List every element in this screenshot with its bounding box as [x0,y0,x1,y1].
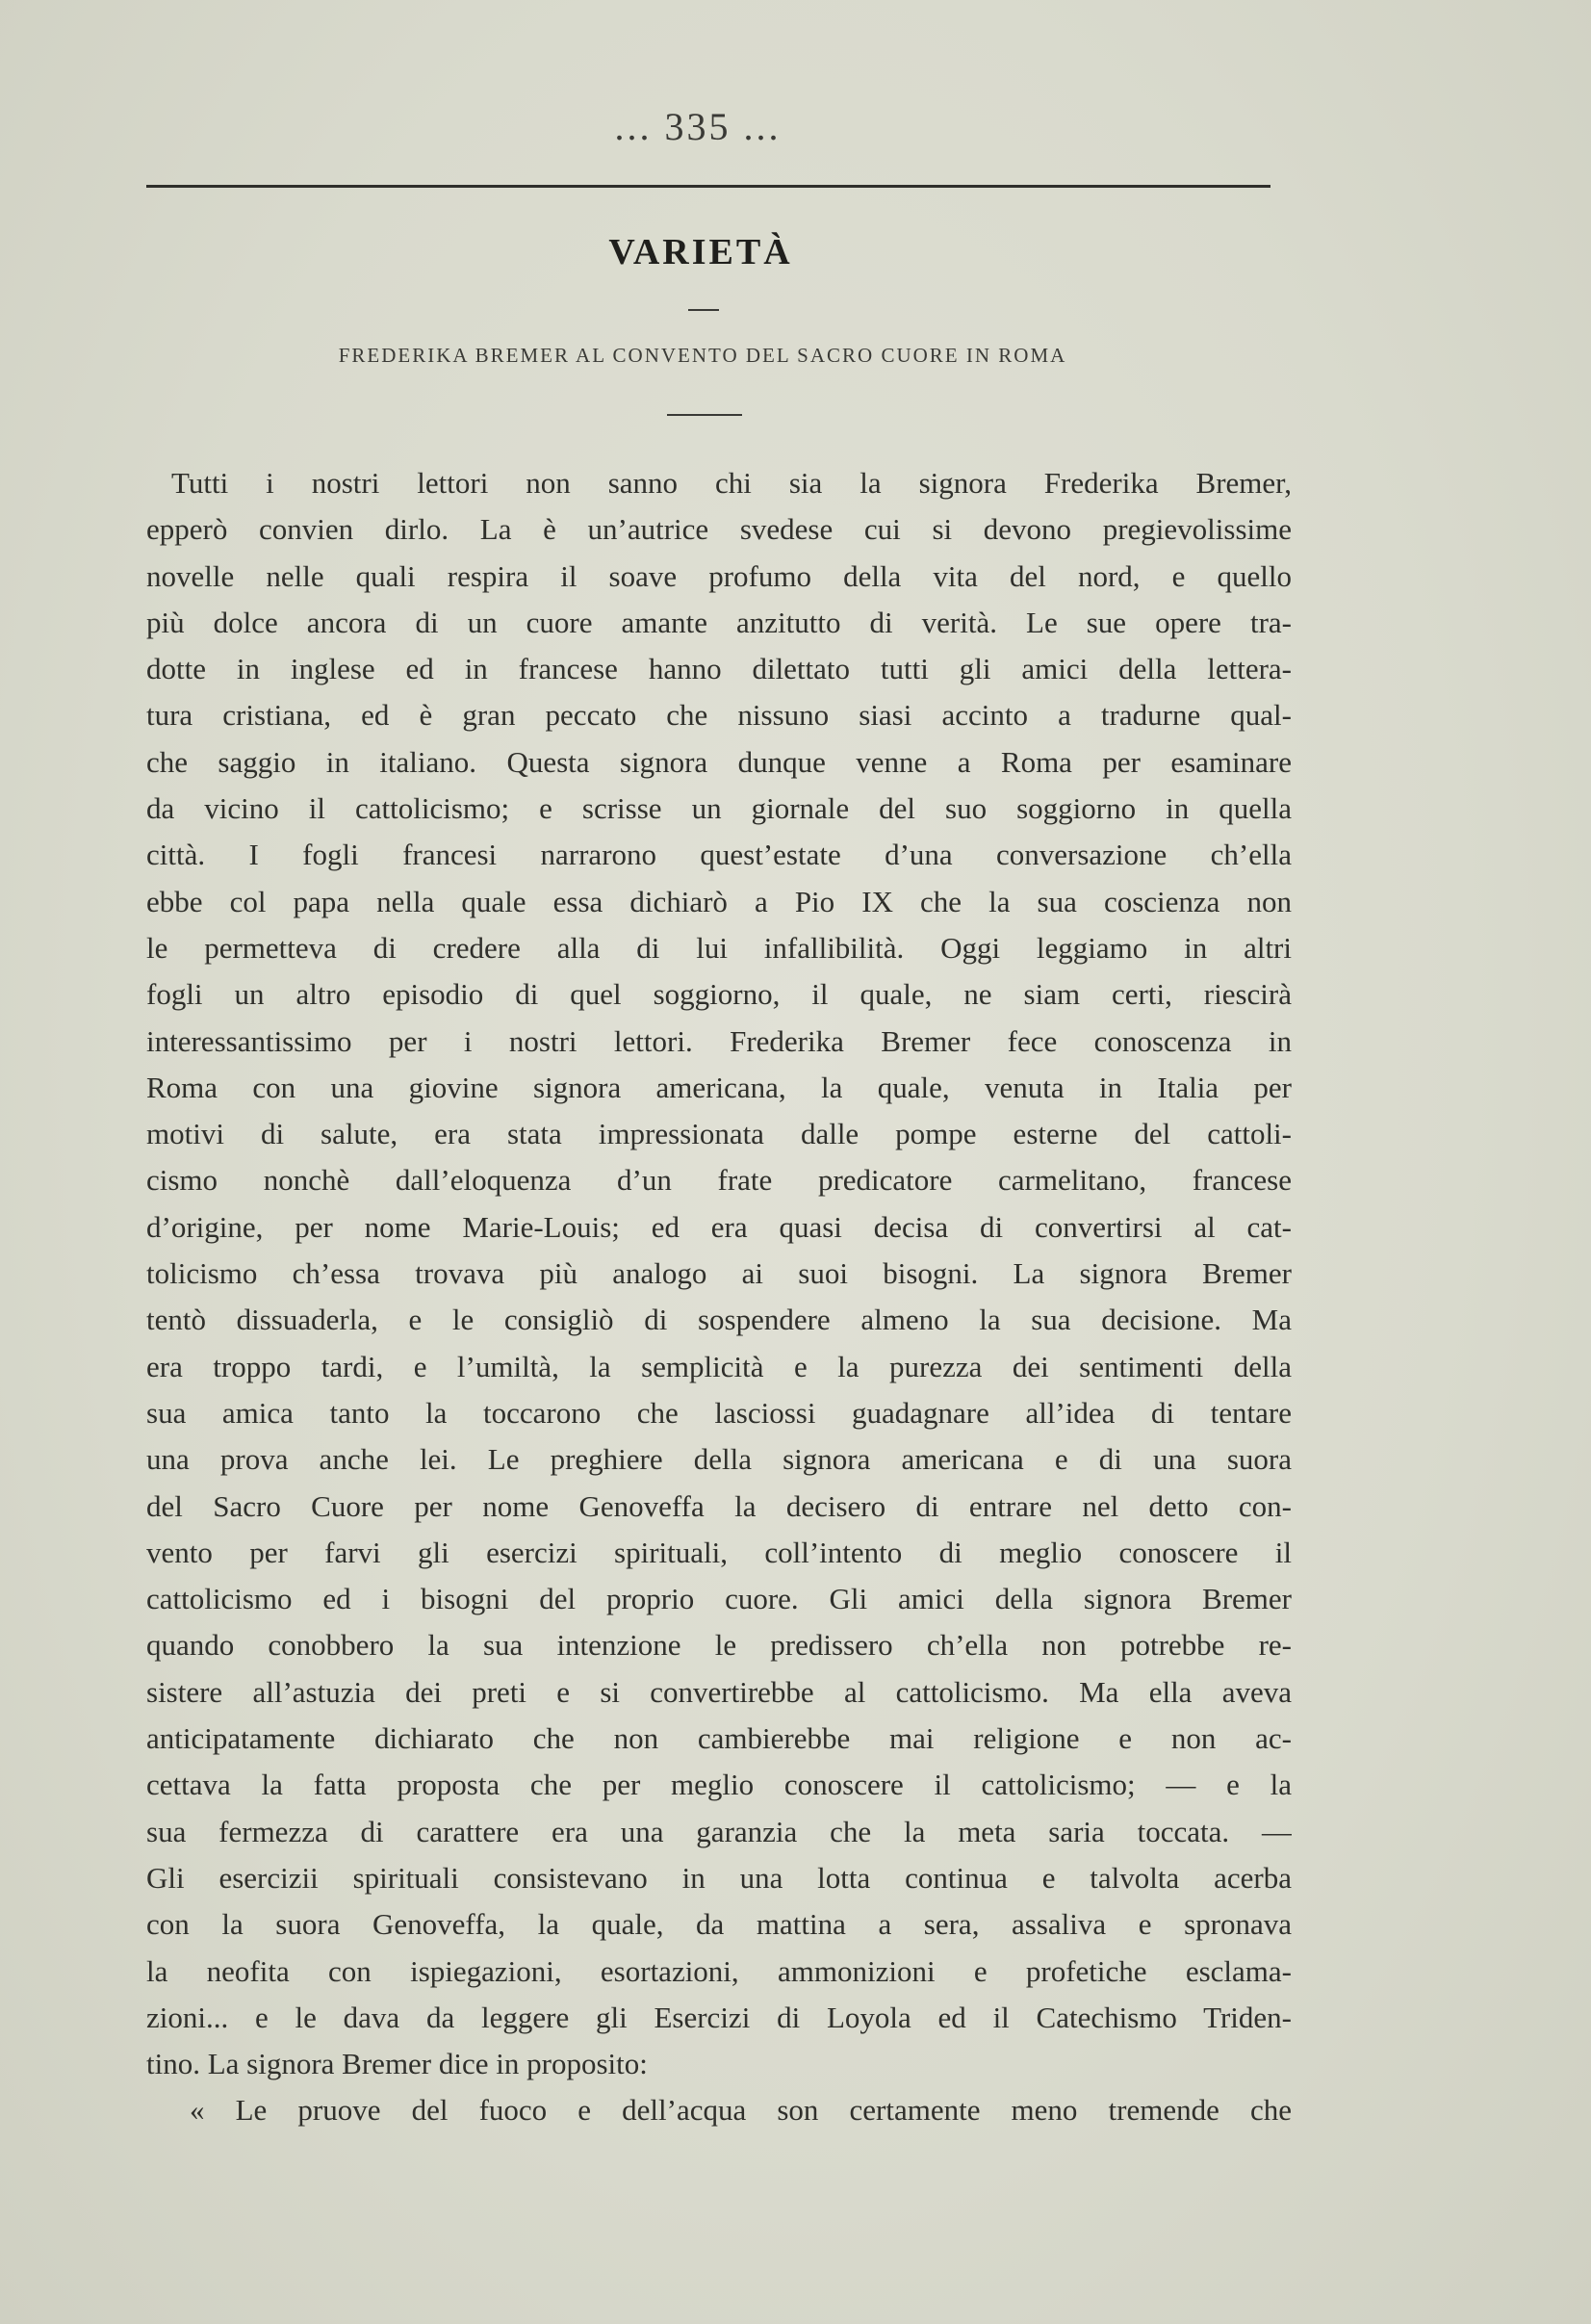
text-line: tolicismo ch’essa trovava più analogo ai suoi bisogni. La signora Bremer [146,1256,1292,1291]
text-line: tentò dissuaderla, e le consigliò di sospendere almeno la sua decisione. Ma [146,1303,1292,1337]
text-line: vento per farvi gli esercizi spirituali, coll’intento di meglio conoscere il [146,1535,1292,1569]
text-line: da vicino il cattolicismo; e scrisse un giornale del suo soggiorno in quella [146,791,1292,826]
text-line: quando conobbero la sua intenzione le predissero ch’ella non potrebbe re- [146,1628,1292,1663]
text-line: cattolicismo ed i bisogni del proprio cuore. Gli amici della signora Bremer [146,1582,1292,1616]
text-line: sistere all’astuzia dei preti e si convertirebbe al cattolicismo. Ma ella aveva [146,1674,1292,1709]
text-line: città. I fogli francesi narrarono quest’estate d’una conversazione ch’ella [146,838,1292,872]
article-body [146,460,1292,2134]
text-line: motivi di salute, era stata impressionata dalle pompe esterne del cattoli- [146,1117,1292,1151]
text-line: Tutti i nostri lettori non sanno chi sia la signora Frederika Bremer, [171,466,1292,500]
text-line: la neofita con ispiegazioni, esortazioni, ammonizioni e profetiche esclama- [146,1953,1292,1988]
text-line: anticipatamente dichiarato che non cambierebbe mai religione e non ac- [146,1721,1292,1756]
text-line: tura cristiana, ed è gran peccato che nissuno siasi accinto a tradurne qual- [146,698,1292,733]
text-line: cettava la fatta proposta che per meglio conoscere il cattolicismo; — e la [146,1768,1292,1802]
text-line: epperò convien dirlo. La è un’autrice svedese cui si devono pregievolissime [146,512,1292,547]
text-line: del Sacro Cuore per nome Genoveffa la decisero di entrare nel detto con- [146,1488,1292,1523]
text-line: novelle nelle quali respira il soave profumo della vita del nord, e quello [146,558,1292,593]
text-line: Gli esercizii spirituali consistevano in una lotta continua e talvolta acerba [146,1860,1292,1895]
text-line: tino. La signora Bremer dice in proposito: [146,2047,648,2081]
text-line: fogli un altro episodio di quel soggiorno, il quale, ne siam certi, riescirà [146,977,1292,1012]
title-divider [688,309,719,311]
text-line: con la suora Genoveffa, la quale, da mattina a sera, assaliva e spronava [146,1907,1292,1942]
text-line: le permetteva di credere alla di lui infallibilità. Oggi leggiamo in altri [146,930,1292,965]
text-line: Roma con una giovine signora americana, la quale, venuta in Italia per [146,1070,1292,1104]
article-title: FREDERIKA BREMER AL CONVENTO DEL SACRO CUORE IN ROMA [338,344,1067,367]
text-line: che saggio in italiano. Questa signora dunque venne a Roma per esaminare [146,744,1292,779]
text-line: sua fermezza di carattere era una garanzia che la meta saria toccata. — [146,1814,1292,1848]
text-line: più dolce ancora di un cuore amante anzitutto di verità. Le sue opere tra- [146,605,1292,639]
section-title: VARIETÀ [608,232,793,272]
text-line: ebbe col papa nella quale essa dichiarò a Pio IX che la sua coscienza non [146,884,1292,918]
text-line: d’origine, per nome Marie-Louis; ed era quasi decisa di convertirsi al cat- [146,1209,1292,1244]
page-number: ... 335 ... [614,105,782,148]
text-line: sua amica tanto la toccarono che lasciossi guadagnare all’idea di tentare [146,1395,1292,1430]
article-title-divider [667,414,742,416]
header-rule [146,185,1270,188]
text-line: cismo nonchè dall’eloquenza d’un frate predicatore carmelitano, francese [146,1163,1292,1198]
text-line: « Le pruove del fuoco e dell’acqua son certamente meno tremende che [190,2093,1292,2128]
text-line: una prova anche lei. Le preghiere della signora americana e di una suora [146,1442,1292,1477]
text-line: dotte in inglese ed in francese hanno dilettato tutti gli amici della lettera- [146,652,1292,686]
text-line: zioni... e le dava da leggere gli Esercizi di Loyola ed il Catechismo Triden- [146,2000,1292,2034]
text-line: era troppo tardi, e l’umiltà, la semplicità e la purezza dei sentimenti della [146,1349,1292,1383]
text-line: interessantissimo per i nostri lettori. Frederika Bremer fece conoscenza in [146,1023,1292,1058]
